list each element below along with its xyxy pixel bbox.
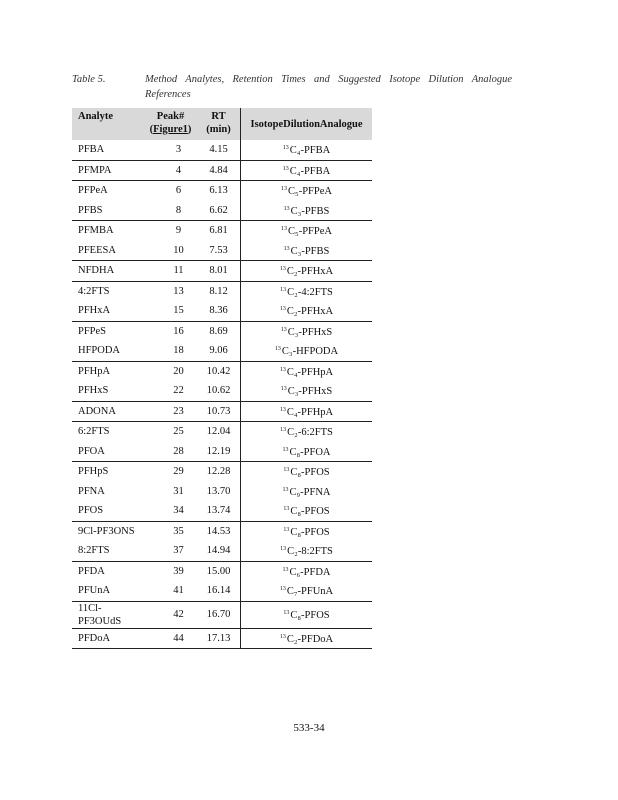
cell-rt: 6.13 [197,181,241,201]
table-row [72,381,372,401]
cell-rt: 10.62 [206,385,231,397]
page-number: 533-34 [293,722,325,734]
cell-peak: 22 [173,385,184,397]
cell-isotope [241,462,373,482]
cell-rt: 14.53 [197,521,241,541]
cell-peak: 20 [144,361,197,381]
cell-peak: 42 [144,601,197,628]
table-label: Table 5. [72,74,106,85]
table-row [72,321,372,341]
cell-analyte: PFPeS [72,321,144,341]
cell-rt: 12.04 [197,422,241,442]
table-row [72,482,372,502]
isotope-label: C₉-PFNA [289,486,331,498]
cell-peak: 15 [173,305,184,317]
table-row [72,601,372,628]
isotope-mass-superscript: 13 [274,346,281,353]
table-row [72,241,372,261]
isotope-mass-superscript: 13 [281,186,288,193]
table-row [72,201,372,221]
cell-peak: 11 [144,261,197,282]
cell-analyte: PFNA [78,485,105,497]
cell-peak: 29 [144,462,197,482]
cell-peak: 18 [173,345,184,357]
header-peak-line1: Peak# [156,111,185,122]
isotope-label: C₃-PFBS [290,245,330,257]
isotope-label: C₈-PFOS [290,506,330,518]
table-title-line1: Method Analytes, Retention Times and Suggested Isotope Dilution Analogue [145,74,512,85]
isotope-label: C₂-4:2FTS [287,286,333,298]
isotope-label: C₆-PFDA [289,566,331,578]
cell-analyte: HFPODA [78,345,121,357]
cell-isotope [241,482,373,502]
cell-rt: 12.28 [197,462,241,482]
cell-isotope [241,401,373,422]
cell-rt: 7.53 [209,244,228,256]
isotope-mass-superscript: 13 [279,366,286,373]
cell-rt: 10.73 [197,401,241,422]
cell-analyte: PFOS [78,505,104,517]
cell-rt: 13.70 [206,485,231,497]
header-peak-paren-close: ) [187,124,192,135]
header-peak [144,108,197,140]
isotope-mass-superscript: 13 [283,610,290,616]
cell-analyte: PFHpS [72,462,144,482]
table-row [72,462,372,482]
cell-rt: 15.00 [197,561,241,581]
isotope-mass-superscript: 13 [279,633,286,640]
header-rt-line2: (min) [206,124,231,135]
cell-isotope [241,341,373,361]
cell-peak: 28 [173,445,184,457]
table-body [72,140,372,649]
cell-isotope [241,281,373,301]
cell-rt: 13.74 [206,505,231,517]
isotope-mass-superscript: 13 [283,245,290,252]
cell-peak: 39 [144,561,197,581]
isotope-label: C₄-PFBA [289,165,331,177]
cell-analyte: PFDA [72,561,144,581]
isotope-label: C₅-PFPeA [288,226,332,238]
header-rt-line1: RT [211,111,226,122]
cell-analyte: 6:2FTS [72,422,144,442]
table-row [72,422,372,442]
cell-analyte: 8:2FTS [78,545,110,557]
cell-rt: 16.70 [197,601,241,628]
cell-isotope [241,521,373,541]
table-row [72,521,372,541]
isotope-label: C₇-PFUnA [286,586,334,598]
cell-isotope [241,241,373,261]
cell-peak: 3 [175,144,182,156]
cell-isotope [241,301,373,321]
cell-analyte: PFHxA [78,305,111,317]
cell-isotope [241,140,373,160]
cell-analyte: NFDHA [72,261,144,282]
table-row [72,361,372,381]
cell-analyte: 11Cl-PF3OUdS [72,601,144,628]
isotope-label: C₅-PFPeA [288,186,332,198]
isotope-mass-superscript: 13 [282,566,289,573]
table-row [72,140,372,160]
cell-isotope [241,601,373,628]
table-row [72,160,372,181]
cell-analyte: 4:2FTS [72,281,144,301]
cell-analyte: PFMPA [72,160,144,181]
cell-peak: 41 [173,585,184,597]
cell-isotope [241,541,373,561]
cell-peak: 10 [173,244,184,256]
cell-peak: 37 [173,545,184,557]
cell-analyte: ADONA [72,401,144,422]
isotope-mass-superscript: 13 [280,546,287,553]
cell-isotope [241,181,373,201]
cell-isotope [241,201,373,221]
isotope-label: C₈-PFOA [289,446,331,458]
cell-isotope [241,442,373,462]
cell-analyte: PFHxS [78,385,109,397]
isotope-mass-superscript: 13 [280,286,287,293]
cell-isotope [241,160,373,181]
cell-isotope [241,381,373,401]
cell-analyte: 9Cl-PF3ONS [72,521,144,541]
cell-rt: 4.84 [197,160,241,181]
cell-rt: 8.69 [197,321,241,341]
header-peak-paren-open: ( [149,124,154,135]
cell-analyte: PFPeA [72,181,144,201]
cell-rt: 17.13 [197,628,241,649]
isotope-mass-superscript: 13 [282,145,289,152]
table-title-line2: References [145,89,191,100]
header-isotope: IsotopeDilutionAnalogue [241,108,373,140]
cell-peak: 25 [144,422,197,442]
isotope-mass-superscript: 13 [283,526,290,533]
cell-rt: 14.94 [206,545,231,557]
table-row [72,442,372,462]
cell-analyte: PFBS [78,204,103,216]
isotope-label: C₂-8:2FTS [287,546,333,558]
isotope-label: C₃-HFPODA [281,346,339,358]
table-row [72,261,372,282]
table-row [72,221,372,241]
cell-rt: 6.81 [197,221,241,241]
header-analyte: Analyte [72,108,144,140]
cell-rt: 10.42 [197,361,241,381]
isotope-mass-superscript: 13 [282,486,289,493]
cell-rt: 8.36 [209,305,228,317]
table-row [72,501,372,521]
isotope-label: C₈-PFOS [290,467,330,479]
cell-rt: 16.14 [206,585,231,597]
cell-rt: 9.06 [209,345,228,357]
cell-analyte: PFOA [78,445,105,457]
isotope-label: C₂-6:2FTS [287,427,333,439]
cell-rt: 12.19 [206,445,231,457]
cell-rt: 6.62 [209,204,228,216]
table-row [72,341,372,361]
isotope-label: C₈-PFOS [290,526,330,538]
cell-peak: 8 [175,204,182,216]
cell-analyte: PFMBA [72,221,144,241]
table-row [72,301,372,321]
cell-peak: 4 [144,160,197,181]
table-row [72,561,372,581]
cell-analyte: PFHpA [72,361,144,381]
cell-peak: 13 [144,281,197,301]
isotope-mass-superscript: 13 [281,226,288,233]
isotope-mass-superscript: 13 [279,406,286,413]
isotope-mass-superscript: 13 [280,326,287,333]
cell-isotope [241,261,373,282]
cell-peak: 31 [173,485,184,497]
isotope-mass-superscript: 13 [280,386,287,393]
cell-peak: 16 [144,321,197,341]
isotope-label: C₃-PFHxS [287,386,333,398]
isotope-label: C₃-PFBS [290,205,330,217]
table-row [72,401,372,422]
cell-isotope [241,561,373,581]
table-header-row [72,108,372,140]
cell-isotope [241,321,373,341]
isotope-mass-superscript: 13 [282,165,289,172]
table-row [72,281,372,301]
isotope-label: C₄-PFHpA [286,366,334,378]
cell-analyte: PFBA [78,144,105,156]
isotope-mass-superscript: 13 [279,306,286,313]
cell-peak: 35 [144,521,197,541]
isotope-mass-superscript: 13 [280,427,287,434]
cell-peak: 23 [144,401,197,422]
table-row [72,581,372,601]
table-row [72,628,372,649]
cell-isotope [241,581,373,601]
isotope-label: C₂-PFHxA [286,266,334,278]
cell-peak: 44 [144,628,197,649]
cell-analyte: PFDoA [72,628,144,649]
isotope-label: C₂-PFHxA [286,306,334,318]
cell-analyte: PFUnA [78,585,111,597]
cell-isotope [241,422,373,442]
cell-isotope [241,628,373,649]
isotope-label: C₂-PFDoA [286,633,334,645]
isotope-mass-superscript: 13 [279,586,286,593]
cell-analyte: PFEESA [78,244,116,256]
cell-peak: 6 [144,181,197,201]
analyte-table [72,108,372,649]
cell-rt: 8.12 [197,281,241,301]
cell-peak: 9 [144,221,197,241]
isotope-label: C₈-PFOS [290,610,330,621]
cell-isotope [241,221,373,241]
cell-rt: 8.01 [197,261,241,282]
table-row [72,541,372,561]
isotope-label: C₄-PFBA [289,145,331,157]
cell-isotope [241,361,373,381]
isotope-mass-superscript: 13 [283,205,290,212]
cell-peak: 34 [173,505,184,517]
cell-isotope [241,501,373,521]
isotope-label: C₄-PFHpA [286,406,334,418]
figure1-link[interactable]: Figure1 [153,124,188,135]
cell-rt: 4.15 [209,144,228,156]
isotope-label: C₃-PFHxS [287,326,333,338]
isotope-mass-superscript: 13 [282,446,289,453]
isotope-mass-superscript: 13 [279,266,286,273]
isotope-mass-superscript: 13 [283,467,290,474]
header-rt [197,108,241,140]
table-row [72,181,372,201]
isotope-mass-superscript: 13 [283,506,290,513]
